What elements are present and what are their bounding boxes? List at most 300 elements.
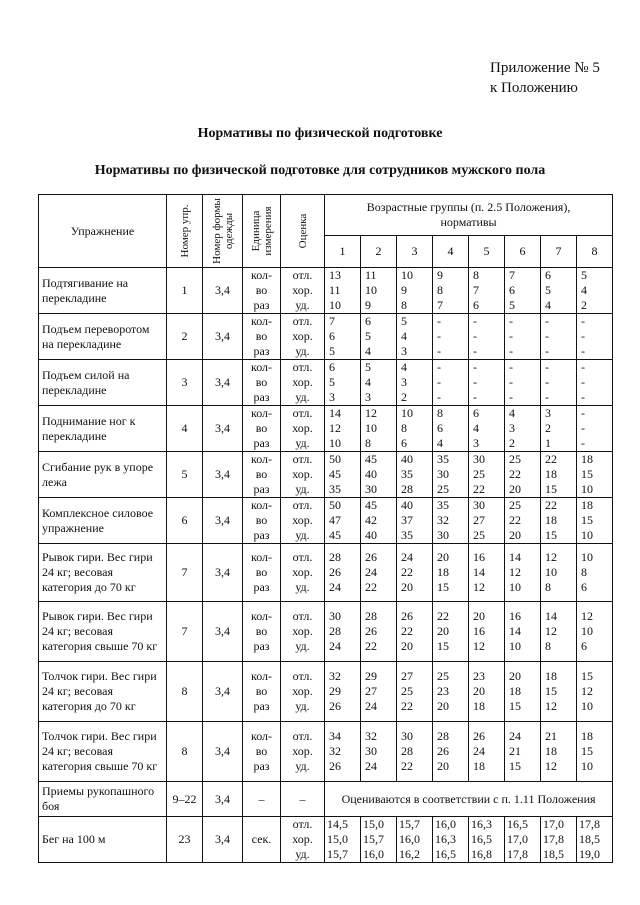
cell-line: уд. [295,847,310,861]
cell-line: 10 [545,565,557,579]
norm-cell-group-3 [397,452,433,498]
cell-line: - [545,329,549,343]
cell-line: 15 [545,684,557,698]
norm-cell-group-8 [577,662,613,722]
cell-line: 3 [509,421,515,435]
exercise-name: Рывок гири. Вес гири 24 кг; весовая категория до 70 кг [39,544,167,602]
cell-line: раз [253,639,270,653]
norm-cell-group-2 [361,602,397,662]
norm-cell-group-2 [361,817,397,863]
cell-line: 26 [365,624,377,638]
norm-cell-group-6 [505,544,541,602]
exercise-name: Бег на 100 м [39,817,167,863]
cell-line: 4 [581,283,587,297]
norm-cell-group-7 [541,722,577,782]
exercise-name: Подъем переворотом на перекладине [39,314,167,360]
cell-line: 14 [545,609,557,623]
cell-line: 25 [473,528,485,542]
cell-line: 25 [473,467,485,481]
cell-line: кол- [250,452,273,466]
cell-line: 18 [473,699,485,713]
cell-line: - [545,314,549,328]
cell-line: 10 [581,624,593,638]
cell-line: 3 [401,344,407,358]
cell-line: 22 [401,624,413,638]
exercise-number: 23 [167,817,203,863]
cell-line: 15 [509,759,521,773]
age-group-6: 6 [505,235,541,267]
uniform-number: 3,4 [203,817,243,863]
cell-line: отл. [292,550,313,564]
cell-line: - [437,344,441,358]
cell-line: 22 [545,498,557,512]
cell-line: хор. [292,684,313,698]
cell-line: - [473,344,477,358]
cell-line: 26 [329,699,341,713]
cell-line: 22 [509,467,521,481]
cell-line: уд. [295,528,310,542]
cell-line: 37 [401,513,413,527]
exercise-number: 2 [167,314,203,360]
table-row [39,544,613,602]
cell-line: 14 [329,406,341,420]
cell-line: 5 [545,283,551,297]
cell-line: 30 [365,482,377,496]
cell-line: 18 [545,513,557,527]
grade-cell [281,544,325,602]
unit-cell [243,406,281,452]
grade-cell: – [281,782,325,817]
cell-line: 7 [509,268,515,282]
cell-line: 24 [509,729,521,743]
cell-line: 24 [329,580,341,594]
uniform-number: 3,4 [203,662,243,722]
cell-line: 8 [401,421,407,435]
cell-line: 16,5 [435,847,456,861]
cell-line: 3 [473,436,479,450]
cell-line: 8 [365,436,371,450]
uniform-number: 3,4 [203,452,243,498]
cell-line: кол- [250,406,273,420]
cell-line: 29 [329,684,341,698]
cell-line: 25 [437,482,449,496]
cell-line: 27 [473,513,485,527]
exercise-number: 1 [167,268,203,314]
norm-cell-group-7 [541,498,577,544]
cell-line: 3 [329,390,335,404]
exercise-name: Подъем силой на перекладине [39,360,167,406]
cell-line: 9 [401,283,407,297]
cell-line: - [473,390,477,404]
norm-cell-group-8 [577,360,613,406]
cell-line: отл. [292,669,313,683]
grade-cell [281,498,325,544]
cell-line: 26 [401,609,413,623]
norm-cell-group-5 [469,722,505,782]
cell-line: раз [253,390,270,404]
cell-line: 11 [329,283,341,297]
norm-cell-group-8 [577,722,613,782]
norm-cell-group-2 [361,722,397,782]
cell-line: 10 [329,298,341,312]
norm-cell-group-6 [505,452,541,498]
cell-line: хор. [292,421,313,435]
cell-line: 4 [545,298,551,312]
cell-line: 20 [509,482,521,496]
norm-cell-group-6 [505,817,541,863]
cell-line: отл. [292,452,313,466]
norm-cell-group-7 [541,544,577,602]
norm-cell-group-5 [469,314,505,360]
norm-cell-group-2 [361,544,397,602]
cell-line: 20 [437,550,449,564]
cell-line: кол- [250,729,273,743]
age-group-7: 7 [541,235,577,267]
cell-line: уд. [295,390,310,404]
cell-line: 9 [365,298,371,312]
cell-line: 24 [473,744,485,758]
grade-cell [281,662,325,722]
cell-line: 6 [329,360,335,374]
norm-cell-group-4 [433,268,469,314]
cell-line: 20 [437,624,449,638]
age-group-4: 4 [433,235,469,267]
cell-line: 19,0 [579,847,600,861]
cell-line: отл. [292,498,313,512]
cell-line: отл. [292,314,313,328]
norm-cell-group-3 [397,544,433,602]
cell-line: 18 [509,684,521,698]
table-row [39,722,613,782]
cell-line: во [255,421,268,435]
norm-cell-group-1 [325,360,361,406]
cell-line: 17,8 [543,832,564,846]
exercise-number: 3 [167,360,203,406]
cell-line: 10 [329,436,341,450]
norm-cell-group-5 [469,268,505,314]
cell-line: 22 [473,482,485,496]
cell-line: 12 [545,699,557,713]
table-row [39,360,613,406]
norm-cell-group-5 [469,406,505,452]
age-group-1: 1 [325,235,361,267]
cell-line: 20 [473,609,485,623]
cell-line: 8 [473,268,479,282]
cell-line: - [437,390,441,404]
cell-line: 16,0 [399,832,420,846]
cell-line: 12 [365,406,377,420]
cell-line: 6 [581,639,587,653]
cell-line: 15 [437,639,449,653]
cell-line: 6 [581,580,587,594]
cell-line: 14 [509,624,521,638]
cell-line: хор. [292,283,313,297]
uniform-number: 3,4 [203,782,243,817]
cell-line: 24 [329,639,341,653]
cell-line: 22 [401,565,413,579]
norm-cell-group-7 [541,817,577,863]
norm-cell-group-5 [469,360,505,406]
norm-cell-group-4 [433,498,469,544]
cell-line: 35 [437,498,449,512]
cell-line: 29 [365,669,377,683]
cell-line: во [255,744,268,758]
cell-line: 12 [581,684,593,698]
cell-line: 40 [401,452,413,466]
norm-cell-group-1 [325,817,361,863]
age-group-8: 8 [577,235,613,267]
norm-cell-group-7 [541,360,577,406]
cell-line: 20 [509,528,521,542]
norm-cell-group-8 [577,602,613,662]
cell-line: - [545,360,549,374]
cell-line: 12 [581,609,593,623]
cell-line: - [473,375,477,389]
cell-line: 15,7 [399,817,420,831]
cell-line: кол- [250,268,273,282]
cell-line: 26 [329,759,341,773]
cell-line: 50 [329,498,341,512]
cell-line: хор. [292,375,313,389]
cell-line: 20 [437,699,449,713]
uniform-number: 3,4 [203,360,243,406]
cell-line: 23 [437,684,449,698]
cell-line: 12 [473,639,485,653]
cell-line: 16,0 [435,817,456,831]
age-group-2: 2 [361,235,397,267]
cell-line: 7 [473,283,479,297]
norm-cell-group-3 [397,498,433,544]
header-unit: Единица измерения [243,195,281,268]
norm-cell-group-7 [541,452,577,498]
cell-line: 35 [329,482,341,496]
cell-line: кол- [250,314,273,328]
cell-line: 20 [509,669,521,683]
cell-line: 5 [365,329,371,343]
cell-line: 2 [545,421,551,435]
table-row [39,268,613,314]
cell-line: 22 [365,580,377,594]
norm-cell-group-6 [505,498,541,544]
uniform-number: 3,4 [203,268,243,314]
cell-line: кол- [250,609,273,623]
cell-line: 24 [365,759,377,773]
age-group-5: 5 [469,235,505,267]
norm-cell-group-3 [397,406,433,452]
cell-line: 32 [329,669,341,683]
exercise-name: Толчок гири. Вес гири 24 кг; весовая категория свыше 70 кг [39,722,167,782]
cell-line: - [509,344,513,358]
table-row [39,602,613,662]
cell-line: 6 [473,298,479,312]
cell-line: 45 [365,498,377,512]
unit-cell [243,722,281,782]
norm-cell-group-4 [433,817,469,863]
norm-cell-group-1 [325,722,361,782]
cell-line: 18 [581,498,593,512]
cell-line: хор. [292,832,313,846]
exercise-name: Рывок гири. Вес гири 24 кг; весовая категория свыше 70 кг [39,602,167,662]
norm-cell-group-2 [361,452,397,498]
cell-line: 34 [329,729,341,743]
unit-cell [243,360,281,406]
cell-line: уд. [295,298,310,312]
norm-cell-group-3 [397,314,433,360]
exercise-name: Толчок гири. Вес гири 24 кг; весовая категория до 70 кг [39,662,167,722]
norm-cell-group-4 [433,662,469,722]
standards-table [38,194,613,863]
exercise-name: Подтягивание на перекладине [39,268,167,314]
cell-line: 30 [329,609,341,623]
cell-line: кол- [250,498,273,512]
table-row [39,498,613,544]
cell-line: 15,0 [327,832,348,846]
norm-cell-group-5 [469,662,505,722]
cell-line: 20 [473,684,485,698]
unit-cell [243,314,281,360]
cell-line: 4 [401,329,407,343]
table-row [39,662,613,722]
cell-line: 8 [401,298,407,312]
unit-cell [243,452,281,498]
cell-line: отл. [292,360,313,374]
cell-line: 24 [401,550,413,564]
cell-line: 6 [365,314,371,328]
cell-line: во [255,513,268,527]
norm-cell-group-3 [397,817,433,863]
cell-line: 15 [581,744,593,758]
cell-line: 26 [365,550,377,564]
cell-line: 22 [401,699,413,713]
cell-line: - [581,314,585,328]
cell-line: 25 [401,684,413,698]
cell-line: 12 [509,565,521,579]
cell-line: отл. [292,817,313,831]
norm-cell-group-7 [541,602,577,662]
cell-line: 45 [329,467,341,481]
cell-line: 30 [437,528,449,542]
cell-line: 16,0 [363,847,384,861]
cell-line: 14 [509,550,521,564]
cell-line: 12 [545,550,557,564]
cell-line: раз [253,482,270,496]
cell-line: 28 [365,609,377,623]
cell-line: - [437,360,441,374]
cell-line: 16,5 [471,832,492,846]
cell-line: раз [253,344,270,358]
age-group-3: 3 [397,235,433,267]
cell-line: 15 [581,513,593,527]
cell-line: хор. [292,513,313,527]
norm-cell-group-7 [541,406,577,452]
cell-line: - [509,329,513,343]
cell-line: отл. [292,609,313,623]
uniform-number: 3,4 [203,498,243,544]
uniform-number: 3,4 [203,544,243,602]
norm-cell-group-4 [433,360,469,406]
cell-line: 6 [509,283,515,297]
norm-cell-group-4 [433,406,469,452]
cell-line: 17,0 [543,817,564,831]
grade-cell [281,406,325,452]
norm-cell-group-5 [469,602,505,662]
norm-cell-group-7 [541,314,577,360]
cell-line: - [581,406,585,420]
cell-line: 12 [545,759,557,773]
norm-cell-group-6 [505,406,541,452]
cell-line: 2 [509,436,515,450]
cell-line: - [437,329,441,343]
cell-line: 22 [509,513,521,527]
exercise-name: Приемы рукопашного боя [39,782,167,817]
norm-cell-group-6 [505,268,541,314]
norm-cell-group-4 [433,544,469,602]
norm-cell-group-3 [397,662,433,722]
norm-cell-group-3 [397,360,433,406]
cell-line: 10 [401,268,413,282]
norm-cell-group-1 [325,602,361,662]
cell-line: 22 [401,759,413,773]
cell-line: - [437,375,441,389]
table-row [39,817,613,863]
appendix-reference [490,58,600,98]
cell-line: - [473,314,477,328]
norm-cell-group-1 [325,452,361,498]
cell-line: 10 [509,580,521,594]
cell-line: 25 [437,669,449,683]
cell-line: 26 [473,729,485,743]
norm-cell-group-6 [505,722,541,782]
exercise-number: 8 [167,722,203,782]
cell-line: 17,8 [507,847,528,861]
cell-line: 26 [329,565,341,579]
cell-line: - [581,390,585,404]
cell-line: кол- [250,360,273,374]
table-row [39,782,613,817]
cell-line: 28 [401,744,413,758]
cell-line: 15 [581,467,593,481]
norm-cell-group-2 [361,314,397,360]
cell-line: 16,5 [507,817,528,831]
unit-cell [243,498,281,544]
cell-line: 15 [437,580,449,594]
cell-line: 42 [365,513,377,527]
unit-cell [243,662,281,722]
cell-line: 18 [581,729,593,743]
norm-cell-group-5 [469,498,505,544]
cell-line: 8 [437,283,443,297]
cell-line: - [473,329,477,343]
grade-cell [281,722,325,782]
norm-cell-group-2 [361,406,397,452]
norm-cell-group-5 [469,544,505,602]
norm-cell-group-8 [577,498,613,544]
cell-line: 18,5 [543,847,564,861]
cell-line: 18 [473,759,485,773]
cell-line: 4 [437,436,443,450]
cell-line: хор. [292,467,313,481]
cell-line: 6 [545,268,551,282]
cell-line: 18 [581,452,593,466]
norm-cell-group-2 [361,498,397,544]
table-title: Нормативы по физической подготовке для сотрудников мужского пола [94,163,546,178]
cell-line: - [581,344,585,358]
cell-line: 26 [437,744,449,758]
cell-line: 23 [473,669,485,683]
norm-cell-group-8 [577,268,613,314]
cell-line: 4 [365,344,371,358]
cell-line: 15 [545,528,557,542]
